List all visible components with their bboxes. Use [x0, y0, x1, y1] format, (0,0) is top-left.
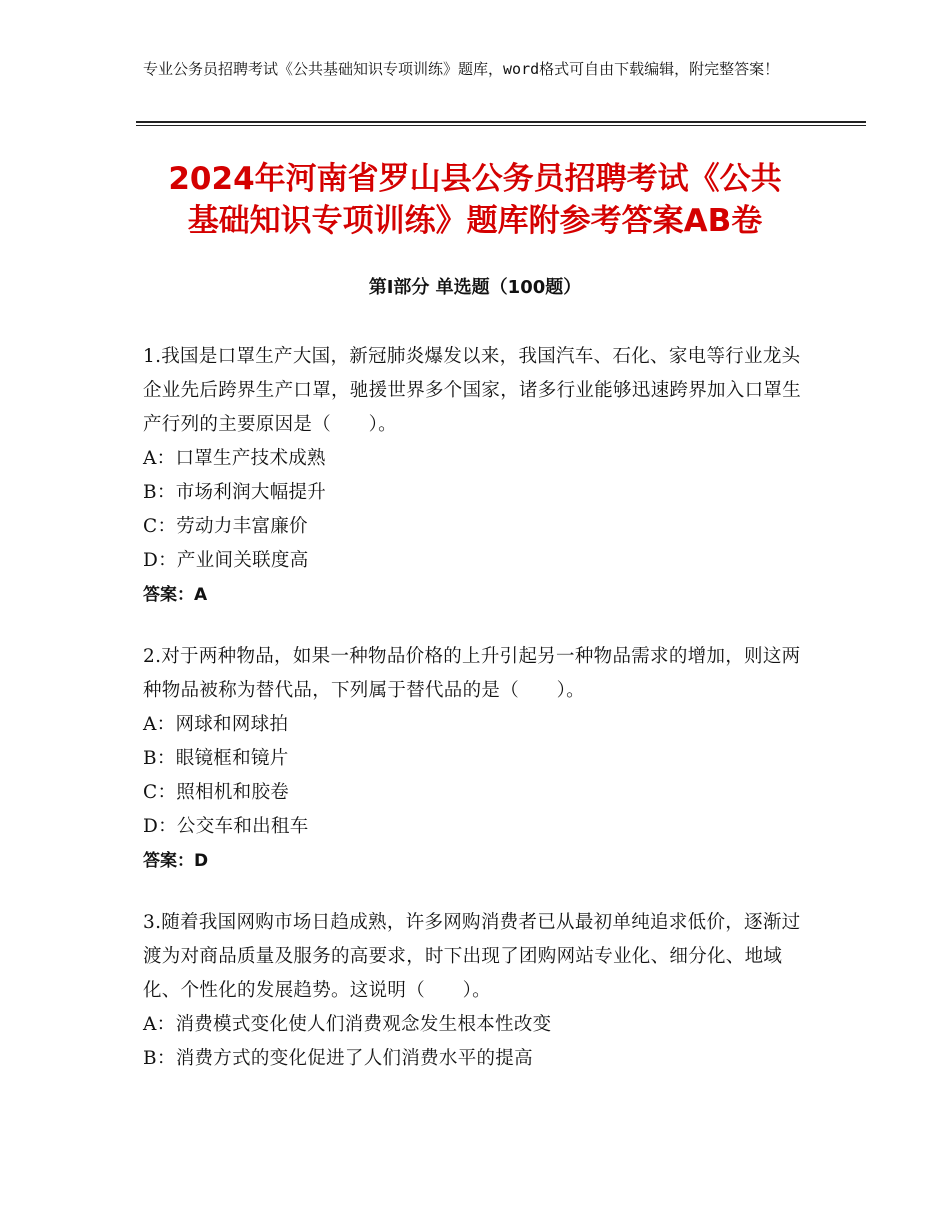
question-1: [143, 340, 803, 612]
section-title: 第I部分 单选题（100题）: [368, 277, 582, 298]
question-2: [143, 640, 803, 878]
question-stem: 3.随着我国网购市场日趋成熟，许多网购消费者已从最初单纯追求低价，逐渐过渡为对商品质量及服务的高要求，时下出现了团购网站专业化、细分化、地域化、个性化的发展趋势。这说明（ ）。: [143, 912, 801, 1001]
header-divider-thin: [136, 125, 866, 126]
header-divider-thick: [136, 121, 866, 123]
question-stem: 2.对于两种物品，如果一种物品价格的上升引起另一种物品需求的增加，则这两种物品被称为替代品，下列属于替代品的是（ ）。: [143, 646, 801, 701]
title-line-1: 2024年河南省罗山县公务员招聘考试《公共: [168, 161, 782, 197]
option-c: C：劳动力丰富廉价: [143, 516, 308, 537]
option-b: B：市场利润大幅提升: [143, 482, 327, 503]
title-line-2: 基础知识专项训练》题库附参考答案AB卷: [187, 203, 763, 239]
document-title: [110, 158, 840, 242]
answer: 答案：A: [143, 585, 208, 605]
header-note: 专业公务员招聘考试《公共基础知识专项训练》题库，word格式可自由下载编辑，附完整答案！: [143, 60, 780, 78]
option-d: D：公交车和出租车: [143, 816, 309, 837]
option-a: A：口罩生产技术成熟: [143, 448, 326, 469]
option-b: B：消费方式的变化促进了人们消费水平的提高: [143, 1048, 533, 1069]
option-b: B：眼镜框和镜片: [143, 748, 289, 769]
option-a: A：消费模式变化使人们消费观念发生根本性改变: [143, 1014, 552, 1035]
option-c: C：照相机和胶卷: [143, 782, 290, 803]
question-3: [143, 906, 803, 1076]
option-d: D：产业间关联度高: [143, 550, 309, 571]
question-stem: 1.我国是口罩生产大国，新冠肺炎爆发以来，我国汽车、石化、家电等行业龙头企业先后跨界生产口罩，驰援世界多个国家，诸多行业能够迅速跨界加入口罩生产行列的主要原因是（ ）。: [143, 346, 802, 435]
option-a: A：网球和网球拍: [143, 714, 289, 735]
question-list: [143, 340, 803, 1104]
answer: 答案：D: [143, 851, 209, 871]
